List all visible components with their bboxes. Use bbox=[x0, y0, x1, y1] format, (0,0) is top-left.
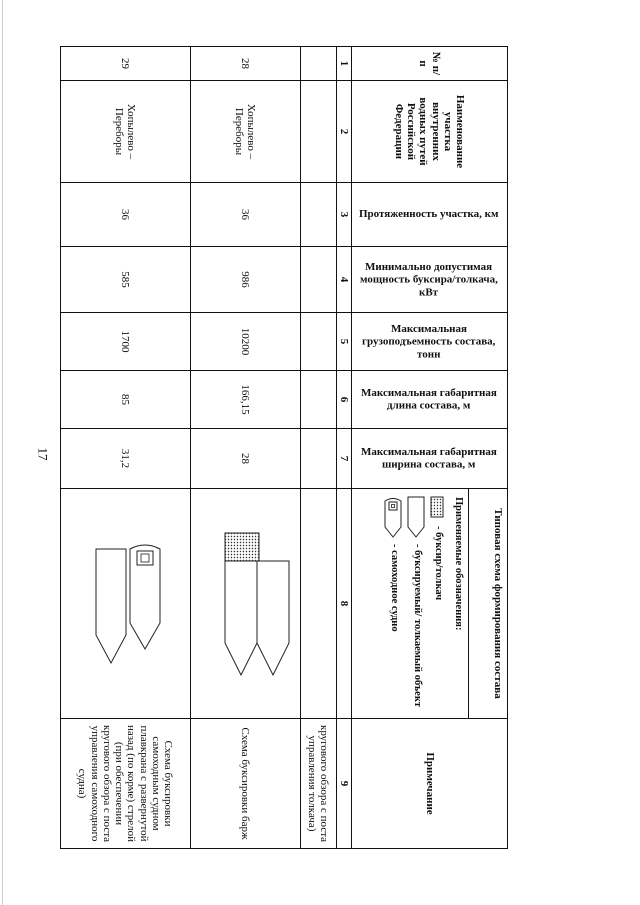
legend-label-tug: - буксир/толкач bbox=[432, 526, 444, 601]
colnum-4: 4 bbox=[336, 247, 351, 313]
legend bbox=[376, 489, 468, 718]
barge-towing-scheme-diagram bbox=[201, 529, 293, 679]
page-number: 17 bbox=[35, 447, 51, 461]
towed-barge-icon bbox=[225, 561, 257, 675]
row-29-length: 36 bbox=[60, 183, 190, 247]
colnum-5: 5 bbox=[336, 313, 351, 371]
carryover-empty-1 bbox=[300, 47, 336, 81]
header-capacity-text: Максимальная грузоподъемность состава, тонн bbox=[362, 322, 497, 360]
row-28-note: Схема буксировки барж bbox=[190, 719, 300, 849]
row-28-capacity: 10200 bbox=[190, 313, 300, 371]
row-28-maxwidth: 28 bbox=[190, 429, 300, 489]
rotated-table-wrapper bbox=[76, 46, 508, 848]
table-row bbox=[190, 47, 300, 849]
row-29-num: 29 bbox=[60, 47, 190, 81]
header-length-text: Протяженность участка, км bbox=[359, 208, 500, 221]
carryover-empty-6 bbox=[300, 371, 336, 429]
self-propelled-vessel-icon bbox=[383, 495, 403, 539]
header-capacity bbox=[352, 313, 508, 371]
column-number-row bbox=[336, 47, 351, 849]
legend-label-self-propelled: - самоходное судно bbox=[388, 544, 400, 632]
row-29-note: Схема буксировки самоходным судном плавкрана с развернутой назад (по корме) стрелой (при обеспечении кругового обзора с поста управления самоходного судна) bbox=[60, 719, 190, 849]
scan-edge-line bbox=[2, 0, 3, 905]
table-row bbox=[60, 47, 190, 849]
header-note: Примечание bbox=[352, 719, 508, 849]
colnum-1: 1 bbox=[336, 47, 351, 81]
header-row bbox=[352, 47, 508, 849]
legend-item-self-propelled bbox=[383, 495, 403, 714]
row-28-length: 36 bbox=[190, 183, 300, 247]
colnum-9: 9 bbox=[336, 719, 351, 849]
tug-pusher-icon bbox=[225, 533, 259, 561]
legend-item-tug bbox=[429, 495, 445, 714]
floating-crane-icon bbox=[96, 549, 126, 663]
legend-item-towed bbox=[406, 495, 426, 714]
row-29-power: 585 bbox=[60, 247, 190, 313]
row-28-power: 986 bbox=[190, 247, 300, 313]
header-maxwidth bbox=[352, 429, 508, 489]
carryover-note: кругового обзора с поста управления толкача) bbox=[300, 719, 336, 849]
row-29-maxwidth: 31,2 bbox=[60, 429, 190, 489]
header-power bbox=[352, 247, 508, 313]
legend-title: Применяемые обозначения: bbox=[453, 497, 464, 631]
towed-object-icon bbox=[406, 495, 426, 539]
colnum-8: 8 bbox=[336, 489, 351, 719]
header-name: Наименование участка внутренних водных путей Российской Федерации bbox=[352, 81, 508, 183]
header-maxwidth-text: Максимальная габаритная ширина состава, м bbox=[361, 445, 498, 471]
header-maxlen bbox=[352, 371, 508, 429]
carryover-empty-7 bbox=[300, 429, 336, 489]
carryover-empty-2 bbox=[300, 81, 336, 183]
colnum-7: 7 bbox=[336, 429, 351, 489]
row-28-scheme bbox=[190, 489, 300, 719]
header-maxlen-text: Максимальная габаритная длина состава, м bbox=[361, 386, 498, 412]
colnum-3: 3 bbox=[336, 183, 351, 247]
legend-label-towed: - буксируемый/ толкаемый объект bbox=[411, 544, 423, 708]
colnum-2: 2 bbox=[336, 81, 351, 183]
wheelhouse-window-icon bbox=[141, 554, 149, 562]
header-scheme-title: Типовая схема формирования состава bbox=[468, 489, 507, 718]
carryover-empty-5 bbox=[300, 313, 336, 371]
row-28-maxlen: 166,15 bbox=[190, 371, 300, 429]
header-num: № п/п bbox=[352, 47, 508, 81]
header-scheme bbox=[352, 489, 508, 719]
row-29-capacity: 1700 bbox=[60, 313, 190, 371]
carryover-empty-8 bbox=[300, 489, 336, 719]
row-28-name: Хопылево – Переборы bbox=[190, 81, 300, 183]
table-row-carryover bbox=[300, 47, 336, 849]
row-29-maxlen: 85 bbox=[60, 371, 190, 429]
header-power-text: Минимально допустимая мощность буксира/толкача, кВт bbox=[360, 260, 499, 298]
row-29-scheme bbox=[60, 489, 190, 719]
colnum-6: 6 bbox=[336, 371, 351, 429]
convoy-table bbox=[60, 46, 508, 849]
tug-pusher-icon bbox=[429, 495, 445, 521]
carryover-empty-4 bbox=[300, 247, 336, 313]
carryover-empty-3 bbox=[300, 183, 336, 247]
header-length bbox=[352, 183, 508, 247]
row-28-num: 28 bbox=[190, 47, 300, 81]
row-29-name: Хопылево – Переборы bbox=[60, 81, 190, 183]
towed-barge-icon bbox=[257, 561, 289, 675]
crane-towing-scheme-diagram bbox=[90, 539, 164, 669]
